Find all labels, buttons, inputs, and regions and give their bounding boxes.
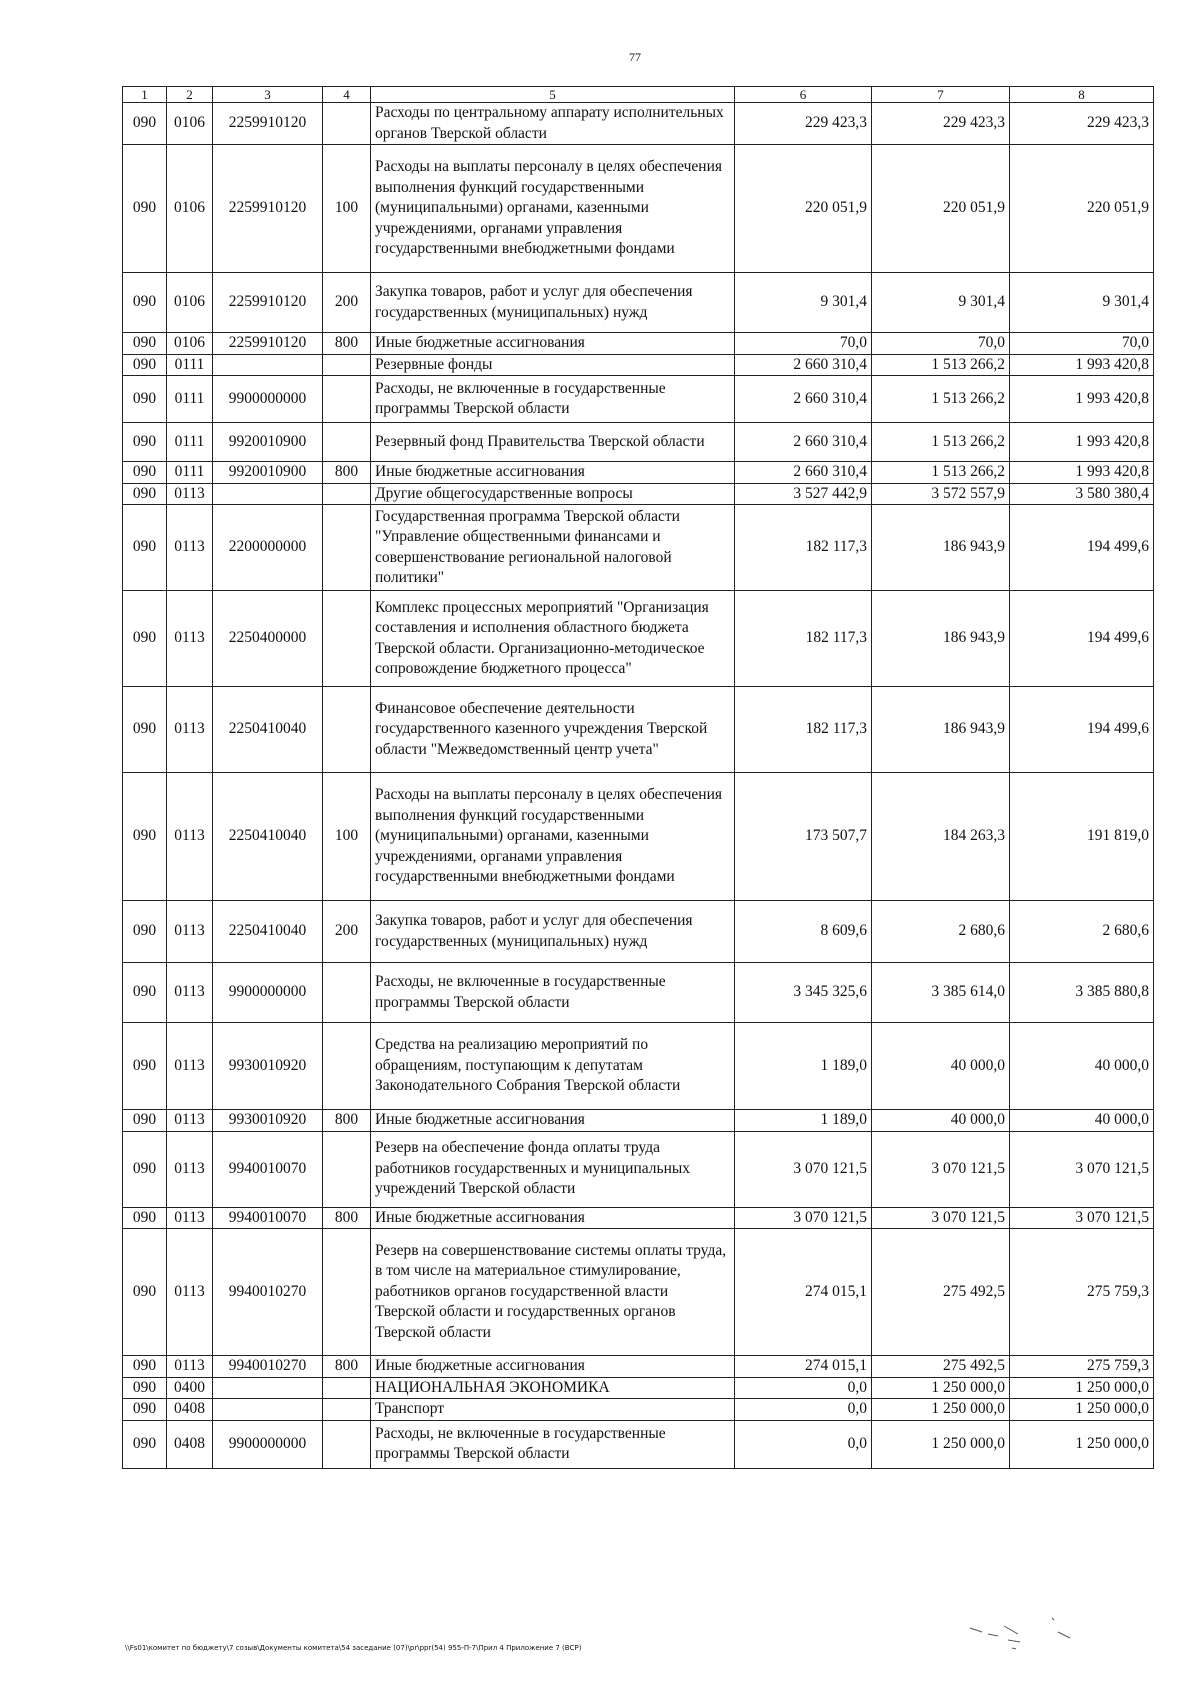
- cell-expense-type: 200: [323, 273, 371, 333]
- cell-admin-code: 090: [123, 1356, 167, 1378]
- table-row: [123, 773, 1154, 901]
- cell-expense-type: [323, 1229, 371, 1356]
- cell-section-code: 0113: [167, 505, 213, 591]
- cell-amount-year2: 1 513 266,2: [872, 423, 1010, 462]
- cell-description: Резервный фонд Правительства Тверской области: [371, 423, 735, 462]
- cell-amount-year3: 1 993 420,8: [1010, 354, 1154, 376]
- cell-section-code: 0113: [167, 1229, 213, 1356]
- header-row: [123, 87, 1154, 103]
- cell-admin-code: 090: [123, 273, 167, 333]
- cell-amount-year2: 186 943,9: [872, 591, 1010, 687]
- cell-expense-type: [323, 1131, 371, 1207]
- cell-description: Расходы, не включенные в государственные программы Тверской области: [371, 376, 735, 423]
- cell-target-code: [213, 483, 323, 505]
- cell-admin-code: 090: [123, 1110, 167, 1132]
- cell-amount-year3: 1 250 000,0: [1010, 1377, 1154, 1399]
- cell-amount-year1: 3 527 442,9: [735, 483, 872, 505]
- cell-amount-year3: 194 499,6: [1010, 591, 1154, 687]
- cell-amount-year3: 40 000,0: [1010, 1023, 1154, 1110]
- cell-description: Финансовое обеспечение деятельности государственного казенного учреждения Тверской области "Межведомственный центр учета": [371, 687, 735, 773]
- cell-admin-code: 090: [123, 591, 167, 687]
- cell-description: Иные бюджетные ассигнования: [371, 1207, 735, 1229]
- cell-expense-type: 200: [323, 901, 371, 963]
- cell-amount-year1: 274 015,1: [735, 1356, 872, 1378]
- cell-admin-code: 090: [123, 462, 167, 484]
- cell-section-code: 0408: [167, 1420, 213, 1468]
- cell-admin-code: 090: [123, 354, 167, 376]
- table-row: [123, 901, 1154, 963]
- table-row: [123, 483, 1154, 505]
- cell-section-code: 0408: [167, 1399, 213, 1421]
- cell-amount-year2: 220 051,9: [872, 145, 1010, 273]
- cell-target-code: 9940010270: [213, 1229, 323, 1356]
- cell-amount-year2: 70,0: [872, 333, 1010, 355]
- cell-expense-type: 800: [323, 462, 371, 484]
- cell-expense-type: [323, 1023, 371, 1110]
- cell-admin-code: 090: [123, 423, 167, 462]
- cell-amount-year1: 2 660 310,4: [735, 376, 872, 423]
- cell-amount-year2: 229 423,3: [872, 103, 1010, 145]
- cell-amount-year1: 8 609,6: [735, 901, 872, 963]
- cell-amount-year3: 3 070 121,5: [1010, 1131, 1154, 1207]
- cell-admin-code: 090: [123, 1420, 167, 1468]
- cell-amount-year2: 40 000,0: [872, 1023, 1010, 1110]
- cell-amount-year2: 1 513 266,2: [872, 462, 1010, 484]
- cell-description: Иные бюджетные ассигнования: [371, 1110, 735, 1132]
- cell-target-code: 2250410040: [213, 901, 323, 963]
- cell-target-code: 2259910120: [213, 145, 323, 273]
- cell-description: Транспорт: [371, 1399, 735, 1421]
- cell-amount-year1: 1 189,0: [735, 1023, 872, 1110]
- cell-expense-type: [323, 103, 371, 145]
- cell-amount-year2: 186 943,9: [872, 687, 1010, 773]
- cell-amount-year3: 3 070 121,5: [1010, 1207, 1154, 1229]
- cell-section-code: 0113: [167, 687, 213, 773]
- cell-expense-type: 800: [323, 1110, 371, 1132]
- table-row: [123, 462, 1154, 484]
- cell-description: Расходы, не включенные в государственные программы Тверской области: [371, 963, 735, 1023]
- cell-expense-type: [323, 483, 371, 505]
- cell-description: Резервные фонды: [371, 354, 735, 376]
- cell-amount-year1: 173 507,7: [735, 773, 872, 901]
- cell-section-code: 0106: [167, 333, 213, 355]
- cell-amount-year2: 1 513 266,2: [872, 376, 1010, 423]
- cell-amount-year2: 3 070 121,5: [872, 1207, 1010, 1229]
- table-row: [123, 333, 1154, 355]
- cell-admin-code: 090: [123, 1399, 167, 1421]
- cell-amount-year3: 1 993 420,8: [1010, 376, 1154, 423]
- cell-amount-year3: 3 385 880,8: [1010, 963, 1154, 1023]
- cell-target-code: 2259910120: [213, 103, 323, 145]
- table-row: [123, 1023, 1154, 1110]
- cell-amount-year3: 229 423,3: [1010, 103, 1154, 145]
- cell-amount-year1: 3 070 121,5: [735, 1207, 872, 1229]
- table-body: [123, 103, 1154, 1469]
- cell-target-code: 9940010070: [213, 1131, 323, 1207]
- table-row: [123, 1131, 1154, 1207]
- cell-amount-year3: 70,0: [1010, 333, 1154, 355]
- cell-amount-year2: 275 492,5: [872, 1229, 1010, 1356]
- cell-amount-year3: 1 993 420,8: [1010, 423, 1154, 462]
- cell-amount-year1: 1 189,0: [735, 1110, 872, 1132]
- cell-description: Закупка товаров, работ и услуг для обеспечения государственных (муниципальных) нужд: [371, 901, 735, 963]
- table-row: [123, 1420, 1154, 1468]
- cell-target-code: 9940010070: [213, 1207, 323, 1229]
- table-row: [123, 1229, 1154, 1356]
- column-header: 1: [123, 87, 167, 103]
- cell-target-code: [213, 1377, 323, 1399]
- cell-section-code: 0106: [167, 103, 213, 145]
- cell-expense-type: [323, 423, 371, 462]
- cell-description: Расходы на выплаты персоналу в целях обеспечения выполнения функций государственными (муниципальными) органами, казенными учреждениями, органами управления государственными внебюджетными фондами: [371, 145, 735, 273]
- cell-target-code: 9900000000: [213, 376, 323, 423]
- cell-admin-code: 090: [123, 963, 167, 1023]
- cell-amount-year1: 9 301,4: [735, 273, 872, 333]
- cell-amount-year1: 2 660 310,4: [735, 354, 872, 376]
- cell-expense-type: [323, 1399, 371, 1421]
- cell-amount-year2: 1 250 000,0: [872, 1399, 1010, 1421]
- table-row: [123, 145, 1154, 273]
- cell-admin-code: 090: [123, 483, 167, 505]
- cell-admin-code: 090: [123, 1023, 167, 1110]
- cell-amount-year2: 40 000,0: [872, 1110, 1010, 1132]
- cell-target-code: 2259910120: [213, 333, 323, 355]
- cell-amount-year3: 1 250 000,0: [1010, 1420, 1154, 1468]
- cell-description: Иные бюджетные ассигнования: [371, 333, 735, 355]
- cell-target-code: 9940010270: [213, 1356, 323, 1378]
- cell-admin-code: 090: [123, 145, 167, 273]
- cell-amount-year3: 40 000,0: [1010, 1110, 1154, 1132]
- cell-amount-year1: 182 117,3: [735, 591, 872, 687]
- cell-section-code: 0111: [167, 423, 213, 462]
- table-row: [123, 687, 1154, 773]
- cell-amount-year3: 9 301,4: [1010, 273, 1154, 333]
- cell-target-code: 2250400000: [213, 591, 323, 687]
- cell-amount-year1: 3 070 121,5: [735, 1131, 872, 1207]
- cell-amount-year1: 220 051,9: [735, 145, 872, 273]
- cell-description: Расходы на выплаты персоналу в целях обеспечения выполнения функций государственными (муниципальными) органами, казенными учреждениями, органами управления государственными внебюджетными фондами: [371, 773, 735, 901]
- cell-admin-code: 090: [123, 376, 167, 423]
- cell-description: Комплекс процессных мероприятий "Организация составления и исполнения областного бюджета Тверской области. Организационно-методическое сопровождение бюджетного процесса": [371, 591, 735, 687]
- cell-section-code: 0113: [167, 963, 213, 1023]
- scan-marks: [960, 1590, 1110, 1650]
- cell-amount-year1: 274 015,1: [735, 1229, 872, 1356]
- cell-target-code: 2250410040: [213, 773, 323, 901]
- column-header: 3: [213, 87, 323, 103]
- footer-file-path: \\Fs01\комитет по бюджету\7 созыв\Документы комитета\54 заседание (07)\pr\ppr(54) 955-П-7\Прил 4 Приложение 7 (ВСР): [125, 1644, 582, 1652]
- cell-amount-year3: 220 051,9: [1010, 145, 1154, 273]
- cell-target-code: 9920010900: [213, 462, 323, 484]
- cell-amount-year3: 1 250 000,0: [1010, 1399, 1154, 1421]
- cell-description: Другие общегосударственные вопросы: [371, 483, 735, 505]
- cell-description: Иные бюджетные ассигнования: [371, 462, 735, 484]
- cell-section-code: 0106: [167, 273, 213, 333]
- cell-amount-year2: 1 250 000,0: [872, 1377, 1010, 1399]
- column-header: 2: [167, 87, 213, 103]
- cell-expense-type: [323, 1420, 371, 1468]
- cell-section-code: 0106: [167, 145, 213, 273]
- cell-section-code: 0111: [167, 376, 213, 423]
- cell-description: Расходы по центральному аппарату исполнительных органов Тверской области: [371, 103, 735, 145]
- cell-amount-year2: 3 070 121,5: [872, 1131, 1010, 1207]
- cell-target-code: 2259910120: [213, 273, 323, 333]
- cell-amount-year3: 3 580 380,4: [1010, 483, 1154, 505]
- budget-table: [122, 86, 1154, 1469]
- cell-amount-year3: 194 499,6: [1010, 505, 1154, 591]
- column-header: 7: [872, 87, 1010, 103]
- cell-target-code: 9900000000: [213, 1420, 323, 1468]
- cell-expense-type: [323, 687, 371, 773]
- cell-section-code: 0113: [167, 1207, 213, 1229]
- cell-section-code: 0113: [167, 1023, 213, 1110]
- cell-description: Средства на реализацию мероприятий по обращениям, поступающим к депутатам Законодательного Собрания Тверской области: [371, 1023, 735, 1110]
- cell-target-code: 2250410040: [213, 687, 323, 773]
- cell-expense-type: 800: [323, 1207, 371, 1229]
- cell-description: Расходы, не включенные в государственные программы Тверской области: [371, 1420, 735, 1468]
- cell-amount-year2: 275 492,5: [872, 1356, 1010, 1378]
- table-row: [123, 505, 1154, 591]
- cell-amount-year3: 2 680,6: [1010, 901, 1154, 963]
- table-row: [123, 1207, 1154, 1229]
- cell-amount-year1: 0,0: [735, 1399, 872, 1421]
- cell-admin-code: 090: [123, 687, 167, 773]
- cell-target-code: [213, 354, 323, 376]
- table-row: [123, 1356, 1154, 1378]
- column-header: 6: [735, 87, 872, 103]
- cell-amount-year1: 70,0: [735, 333, 872, 355]
- cell-expense-type: [323, 1377, 371, 1399]
- cell-section-code: 0111: [167, 462, 213, 484]
- cell-amount-year2: 186 943,9: [872, 505, 1010, 591]
- cell-expense-type: [323, 354, 371, 376]
- cell-description: Государственная программа Тверской области "Управление общественными финансами и совершенствование региональной налоговой политики": [371, 505, 735, 591]
- column-header: 5: [371, 87, 735, 103]
- cell-target-code: 9900000000: [213, 963, 323, 1023]
- cell-section-code: 0113: [167, 1131, 213, 1207]
- cell-section-code: 0113: [167, 483, 213, 505]
- table-row: [123, 963, 1154, 1023]
- cell-target-code: 2200000000: [213, 505, 323, 591]
- cell-expense-type: 800: [323, 1356, 371, 1378]
- table-row: [123, 354, 1154, 376]
- cell-amount-year1: 229 423,3: [735, 103, 872, 145]
- cell-target-code: 9930010920: [213, 1110, 323, 1132]
- cell-section-code: 0113: [167, 1356, 213, 1378]
- cell-expense-type: [323, 963, 371, 1023]
- cell-amount-year1: 0,0: [735, 1420, 872, 1468]
- cell-expense-type: [323, 591, 371, 687]
- table-row: [123, 423, 1154, 462]
- table-row: [123, 1110, 1154, 1132]
- cell-admin-code: 090: [123, 901, 167, 963]
- cell-expense-type: 100: [323, 773, 371, 901]
- cell-amount-year2: 1 513 266,2: [872, 354, 1010, 376]
- cell-amount-year1: 2 660 310,4: [735, 423, 872, 462]
- table-row: [123, 273, 1154, 333]
- cell-description: Резерв на обеспечение фонда оплаты труда работников государственных и муниципальных учреждений Тверской области: [371, 1131, 735, 1207]
- cell-target-code: 9930010920: [213, 1023, 323, 1110]
- cell-description: Резерв на совершенствование системы оплаты труда, в том числе на материальное стимулирование, работников органов государственной власти Тверской области и государственных органов Тверской области: [371, 1229, 735, 1356]
- cell-amount-year3: 191 819,0: [1010, 773, 1154, 901]
- cell-admin-code: 090: [123, 333, 167, 355]
- cell-expense-type: 100: [323, 145, 371, 273]
- cell-amount-year2: 2 680,6: [872, 901, 1010, 963]
- cell-amount-year1: 0,0: [735, 1377, 872, 1399]
- cell-description: Иные бюджетные ассигнования: [371, 1356, 735, 1378]
- cell-amount-year1: 3 345 325,6: [735, 963, 872, 1023]
- table-row: [123, 591, 1154, 687]
- cell-admin-code: 090: [123, 1207, 167, 1229]
- cell-admin-code: 090: [123, 103, 167, 145]
- cell-amount-year3: 194 499,6: [1010, 687, 1154, 773]
- cell-section-code: 0113: [167, 591, 213, 687]
- cell-amount-year2: 3 385 614,0: [872, 963, 1010, 1023]
- cell-amount-year2: 184 263,3: [872, 773, 1010, 901]
- cell-amount-year3: 275 759,3: [1010, 1356, 1154, 1378]
- table-row: [123, 376, 1154, 423]
- cell-expense-type: [323, 376, 371, 423]
- cell-section-code: 0400: [167, 1377, 213, 1399]
- cell-amount-year1: 2 660 310,4: [735, 462, 872, 484]
- cell-amount-year3: 1 993 420,8: [1010, 462, 1154, 484]
- column-header: 8: [1010, 87, 1154, 103]
- table-row: [123, 103, 1154, 145]
- cell-admin-code: 090: [123, 505, 167, 591]
- table-row: [123, 1399, 1154, 1421]
- cell-amount-year1: 182 117,3: [735, 687, 872, 773]
- page-number: 77: [629, 50, 641, 64]
- table-row: [123, 1377, 1154, 1399]
- cell-section-code: 0111: [167, 354, 213, 376]
- cell-expense-type: [323, 505, 371, 591]
- cell-target-code: [213, 1399, 323, 1421]
- cell-section-code: 0113: [167, 1110, 213, 1132]
- cell-description: НАЦИОНАЛЬНАЯ ЭКОНОМИКА: [371, 1377, 735, 1399]
- cell-section-code: 0113: [167, 901, 213, 963]
- cell-amount-year3: 275 759,3: [1010, 1229, 1154, 1356]
- cell-admin-code: 090: [123, 1377, 167, 1399]
- cell-admin-code: 090: [123, 773, 167, 901]
- cell-target-code: 9920010900: [213, 423, 323, 462]
- cell-amount-year1: 182 117,3: [735, 505, 872, 591]
- cell-amount-year2: 9 301,4: [872, 273, 1010, 333]
- cell-amount-year2: 3 572 557,9: [872, 483, 1010, 505]
- cell-expense-type: 800: [323, 333, 371, 355]
- column-header: 4: [323, 87, 371, 103]
- cell-admin-code: 090: [123, 1131, 167, 1207]
- cell-admin-code: 090: [123, 1229, 167, 1356]
- cell-amount-year2: 1 250 000,0: [872, 1420, 1010, 1468]
- cell-description: Закупка товаров, работ и услуг для обеспечения государственных (муниципальных) нужд: [371, 273, 735, 333]
- cell-section-code: 0113: [167, 773, 213, 901]
